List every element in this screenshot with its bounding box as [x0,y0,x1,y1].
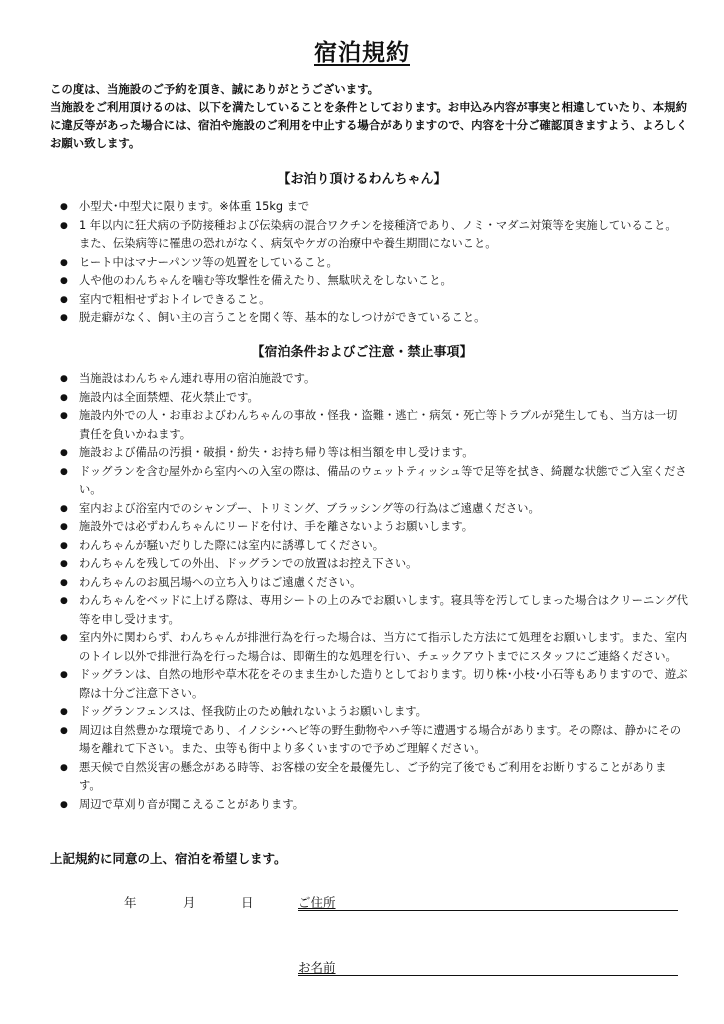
list-item-text: わんちゃんのお風呂場への立ち入りはご遠慮ください。 [79,575,362,589]
list-item-text: 1 年以内に狂犬病の予防接種および伝染病の混合ワクチンを接種済であり、ノミ・マダニ対策等を実施していること。 また、伝染病等に罹患の恐れがなく、病気やケガの治療中や養生期間にないこと。 [79,218,677,250]
list-item [60,198,688,217]
list-item [60,703,688,722]
bullet-icon: ● [60,522,68,532]
address-label: ご住所 [298,895,336,910]
bullet-icon: ● [60,202,68,212]
list-item-text: ドッグランフェンスは、怪我防止のため触れないようお願いします。 [79,705,427,718]
section-heading-eligible-dogs: 【お泊り頂けるわんちゃん】 [277,172,447,187]
list-item [60,666,688,703]
bullet-icon: ● [60,411,68,421]
list-item-text: わんちゃんが騒いだりした際には室内に誘導してください。 [79,538,385,552]
list-item [60,759,688,796]
bullet-icon: ● [60,540,68,551]
bullet-icon: ● [60,257,68,268]
list-item [60,370,688,389]
list-item [60,291,688,310]
bullet-icon: ● [60,294,68,305]
list-item-text: わんちゃんをベッドに上げる際は、専用シートの上のみでお願いします。寝具等を汚してしまった場合はクリーニング代等を申し受けます。 [79,594,688,626]
list-item-text: 脱走癖がなく、飼い主の言うことを聞く等、基本的なしつけができていること。 [79,311,486,324]
name-field[interactable] [298,958,678,976]
list-item-text: 施設外では必ずわんちゃんにリードを付け、手を離さないようお願いします。 [79,520,474,533]
list-item-text: ドッグランは、自然の地形や草木花をそのまま生かした造りとしております。切り株･小枝･小石等もありますので、遊ぶ際は十分ご注意下さい。 [79,668,688,700]
list-item [60,592,688,629]
list-item [60,272,688,291]
list-item-text: 施設内外での人・お車およびわんちゃんの事故・怪我・盗難・逃亡・病気・死亡等トラブルが発生しても、当方は一切責任を負いかねます。 [79,409,678,441]
page-title: 宿泊規約 [314,40,410,66]
bullet-icon: ● [60,374,68,384]
list-item-text: 周辺で草刈り音が聞こえることがあります。 [79,797,305,811]
bullet-icon: ● [60,596,68,606]
list-item-text: 室内で粗相せずおトイレできること。 [79,292,271,306]
bullet-icon: ● [60,707,68,717]
list-item [60,309,688,328]
bullet-icon: ● [60,313,68,323]
bullet-icon: ● [60,762,68,773]
list-item-text: 施設内は全面禁煙、花火禁止です。 [79,390,259,404]
list-item [60,444,688,463]
list-item [60,555,688,574]
bullet-icon: ● [60,392,68,403]
month-label: 月 [183,895,196,910]
list-item-text: 小型犬･中型犬に限ります。※体重 15kg まで [79,200,310,213]
bullet-icon: ● [60,559,68,569]
list-item [60,500,688,519]
bullet-icon: ● [60,577,68,588]
list-item-text: わんちゃんを残しての外出、ドッグランでの放置はお控え下さい。 [79,557,418,570]
bullet-icon: ● [60,670,68,680]
list-item-text: 施設および備品の汚損・破損・紛失・お持ち帰り等は相当額を申し受けます。 [79,446,474,459]
list-item-text: ヒート中はマナーパンツ等の処置をしていること。 [79,255,338,269]
eligible-dogs-list [60,198,688,328]
bullet-icon: ● [60,633,68,643]
bullet-icon: ● [60,466,68,477]
intro-line-thanks: この度は、当施設のご予約を頂き、誠にありがとうございます。 [50,82,379,96]
list-item-text: 当施設はわんちゃん連れ専用の宿泊施設です。 [79,372,316,385]
bullet-icon: ● [60,220,68,231]
intro-text [50,80,690,152]
list-item [60,574,688,593]
name-label: お名前 [298,960,336,975]
bullet-icon: ● [60,503,68,514]
list-item [60,518,688,537]
bullet-icon: ● [60,725,68,736]
list-item-text: 人や他のわんちゃんを噛む等攻撃性を備えたり、無駄吠えをしないこと。 [79,274,452,287]
list-item [60,722,688,759]
bullet-icon: ● [60,799,68,810]
list-item [60,407,688,444]
section-heading-conditions: 【宿泊条件およびご注意・禁止事項】 [251,345,473,360]
list-item [60,389,688,408]
list-item [60,254,688,273]
list-item [60,217,688,254]
address-field[interactable] [298,893,678,911]
list-item [60,463,688,500]
year-label: 年 [124,895,137,910]
conditions-list [60,370,688,814]
list-item-text: ドッグランを含む屋外から室内への入室の際は、備品のウェットティッシュ等で足等を拭き、綺麗な状態でご入室ください。 [79,464,687,496]
bullet-icon: ● [60,276,68,286]
list-item [60,629,688,666]
agreement-statement: 上記規約に同意の上、宿泊を希望します。 [50,851,287,866]
list-item-text: 悪天候で自然災害の懸念がある時等、お客様の安全を最優先し、ご予約完了後でもご利用をお断りすることがあります。 [79,760,667,792]
bullet-icon: ● [60,448,68,458]
list-item [60,796,688,815]
list-item-text: 室内外に関わらず、わんちゃんが排泄行為を行った場合は、当方にて指示した方法にて処理をお願いします。また、室内のトイレ以外で排泄行為を行った場合は、即衛生的な処理を行い、チェックアウトまでにスタッフにご連絡ください。 [79,631,688,663]
list-item-text: 室内および浴室内でのシャンプー、トリミング、ブラッシング等の行為はご遠慮ください。 [79,501,540,515]
list-item [60,537,688,556]
list-item-text: 周辺は自然豊かな環境であり、イノシシ･ヘビ等の野生動物やハチ等に遭遇する場合があります。その際は、静かにその場を離れて下さい。また、虫等も街中より多くいますので予めご理解ください。 [79,723,682,755]
day-label: 日 [241,895,254,910]
intro-line-conditions: 当施設をご利用頂けるのは、以下を満たしていることを条件としております。お申込み内容が事実と相違していたり、本規約に違反等があった場合には、宿泊や施設のご利用を中止する場合がありますので、内容を十分ご確認頂きますよう、よろしくお願い致します。 [50,100,688,150]
